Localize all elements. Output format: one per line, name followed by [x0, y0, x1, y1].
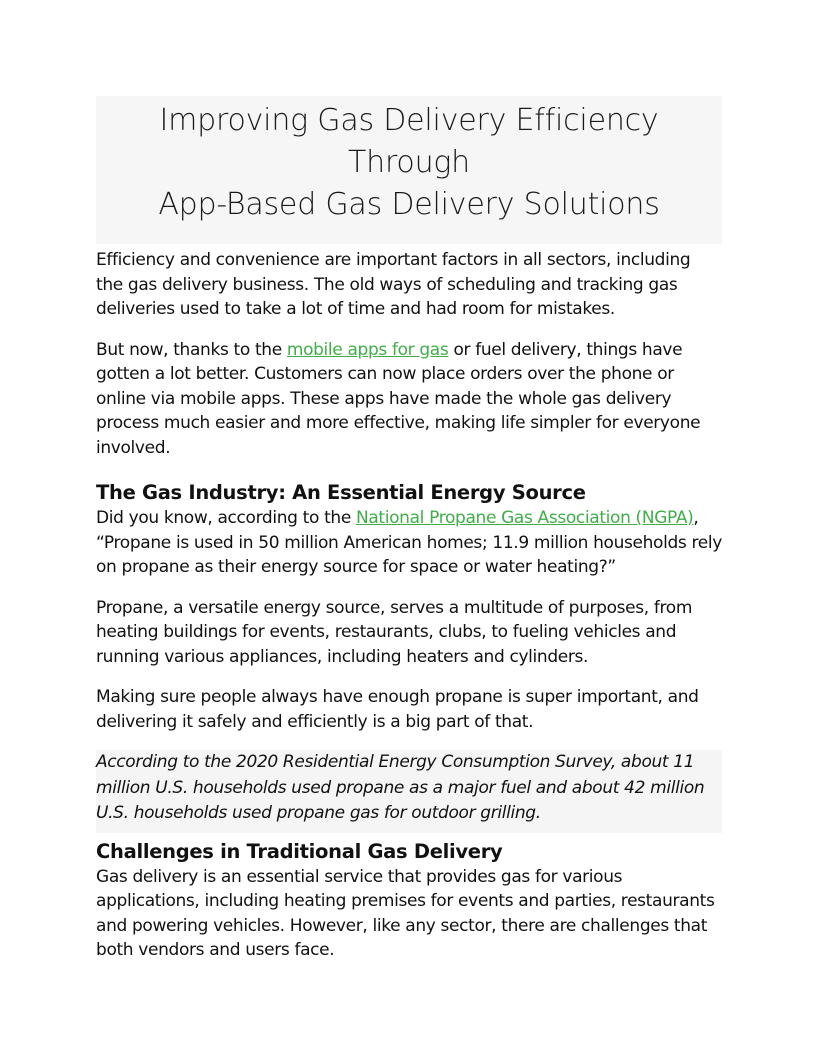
survey-quote-text: According to the 2020 Residential Energy Consumption Survey, about 11 million U.S. households used propane as a major fuel and about 42 million U.S. households used propane gas for outdoor grilling.: [96, 752, 705, 823]
survey-quote-box: [96, 750, 722, 833]
challenges-paragraph: Gas delivery is an essential service that provides gas for various applications, including heating premises for events and parties, restaurants and powering vehicles. However, like any sector, there are challenges that both vendors and users face.: [96, 866, 715, 960]
title-line-1: Improving Gas Delivery Efficiency Through: [159, 103, 659, 180]
intro-paragraph-1: Efficiency and convenience are important factors in all sectors, including the gas delivery business. The old ways of scheduling and tracking gas deliveries used to take a lot of time and had room for mistakes.: [96, 250, 691, 319]
intro-paragraph-2-text-end: or fuel delivery, things have gotten a lot better. Customers can now place orders over the phone or online via mobile apps. These apps have made the whole gas delivery process much easier and more effective, making life simpler for everyone involved.: [96, 339, 701, 458]
title-line-2: App-Based Gas Delivery Solutions: [158, 187, 660, 222]
document-page: [96, 96, 722, 963]
ngpa-paragraph-text-end: , “Propane is used in 50 million American homes; 11.9 million households rely on propane as their energy source for space or water heating?”: [96, 508, 722, 577]
ngpa-paragraph-text-start: Did you know, according to the: [96, 508, 356, 528]
mobile-apps-for-gas-link[interactable]: mobile apps for gas: [286, 339, 449, 360]
ngpa-link[interactable]: National Propane Gas Association (NGPA): [356, 508, 694, 528]
intro-paragraph-2: [96, 338, 722, 461]
document-title: [96, 96, 722, 244]
propane-uses-paragraph: Propane, a versatile energy source, serves a multitude of purposes, from heating buildings for events, restaurants, clubs, to fueling vehicles and running various appliances, including heaters and cylinders.: [96, 597, 693, 667]
intro-paragraph-2-text-start: But now, thanks to the: [96, 339, 287, 360]
propane-supply-paragraph: Making sure people always have enough propane is super important, and delivering it safely and efficiently is a big part of that.: [96, 687, 699, 732]
section-heading-gas-industry: The Gas Industry: An Essential Energy Source: [96, 481, 586, 504]
section-heading-challenges: Challenges in Traditional Gas Delivery: [96, 839, 503, 863]
ngpa-paragraph: [96, 506, 722, 580]
